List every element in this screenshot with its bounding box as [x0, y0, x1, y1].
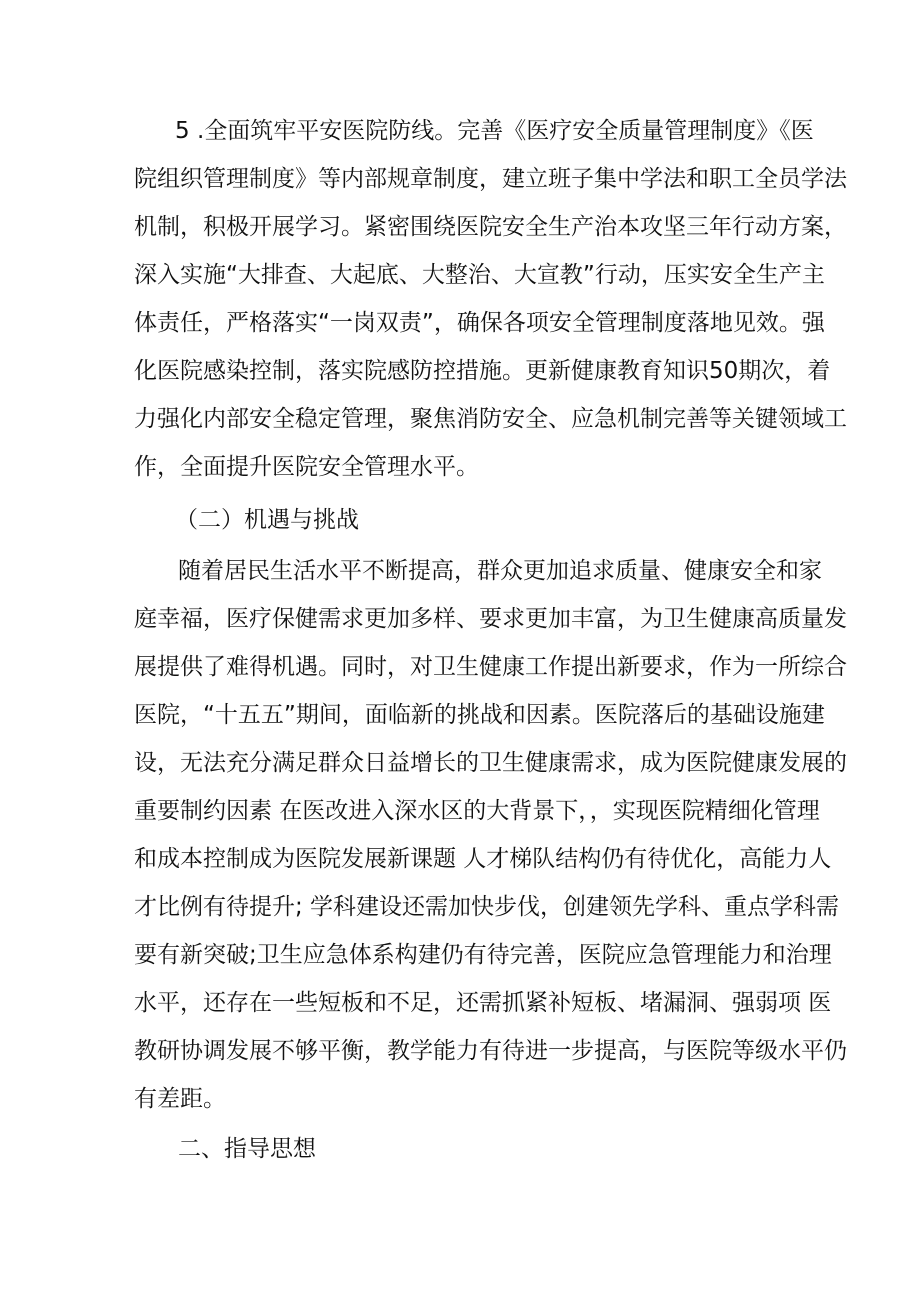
paragraph-line: 院组织管理制度》等内部规章制度，建立班子集中学法和职工全员学法 [134, 166, 847, 192]
paragraph-line: 重要制约因素 在医改进入深水区的大背景下，，实现医院精细化管理 [134, 798, 820, 824]
paragraph-line: 力强化内部安全稳定管理，聚焦消防安全、应急机制完善等关键领域工 [134, 406, 847, 432]
paragraph-line: 展提供了难得机遇。同时，对卫生健康工作提出新要求，作为一所综合 [134, 654, 847, 680]
paragraph-line: 深入实施“大排查、大起底、大整治、大宣教”行动，压实安全生产主 [134, 262, 825, 288]
paragraph-line: 水平，还存在一些短板和不足，还需抓紧补短板、堵漏洞、强弱项 医 [134, 990, 832, 1016]
section-heading: 二、指导思想 [178, 1136, 316, 1162]
paragraph-line: 和成本控制成为医院发展新课题 人才梯队结构仍有待优化，高能力人 [134, 846, 832, 872]
paragraph-line: 有差距。 [134, 1086, 226, 1112]
paragraph-line: 医院，“十五五”期间，面临新的挑战和因素。医院落后的基础设施建 [134, 702, 825, 728]
subsection-heading: （二）机遇与挑战 [175, 507, 359, 533]
paragraph-line: 设，无法充分满足群众日益增长的卫生健康需求，成为医院健康发展的 [134, 750, 847, 776]
paragraph-line: 教研协调发展不够平衡，教学能力有待进一步提高，与医院等级水平仍 [134, 1038, 847, 1064]
paragraph-line: 机制，积极开展学习。紧密围绕医院安全生产治本攻坚三年行动方案， [134, 214, 847, 240]
paragraph-line: 庭幸福，医疗保健需求更加多样、要求更加丰富，为卫生健康高质量发 [134, 606, 847, 632]
paragraph-line: 体责任，严格落实“一岗双责”，确保各项安全管理制度落地见效。强 [134, 310, 825, 336]
paragraph-line: 要有新突破;卫生应急体系构建仍有待完善，医院应急管理能力和治理 [134, 942, 832, 968]
paragraph-line: 才比例有待提升; 学科建设还需加快步伐，创建领先学科、重点学科需 [134, 894, 840, 920]
paragraph-line: 随着居民生活水平不断提高，群众更加追求质量、健康安全和家 [178, 558, 822, 584]
paragraph-line: 作，全面提升医院安全管理水平。 [134, 454, 479, 480]
paragraph-line: 5 .全面筑牢平安医院防线。完善《医疗安全质量管理制度》《医 [175, 118, 814, 144]
paragraph-line: 化医院感染控制，落实院感防控措施。更新健康教育知识50期次，着 [134, 358, 831, 384]
